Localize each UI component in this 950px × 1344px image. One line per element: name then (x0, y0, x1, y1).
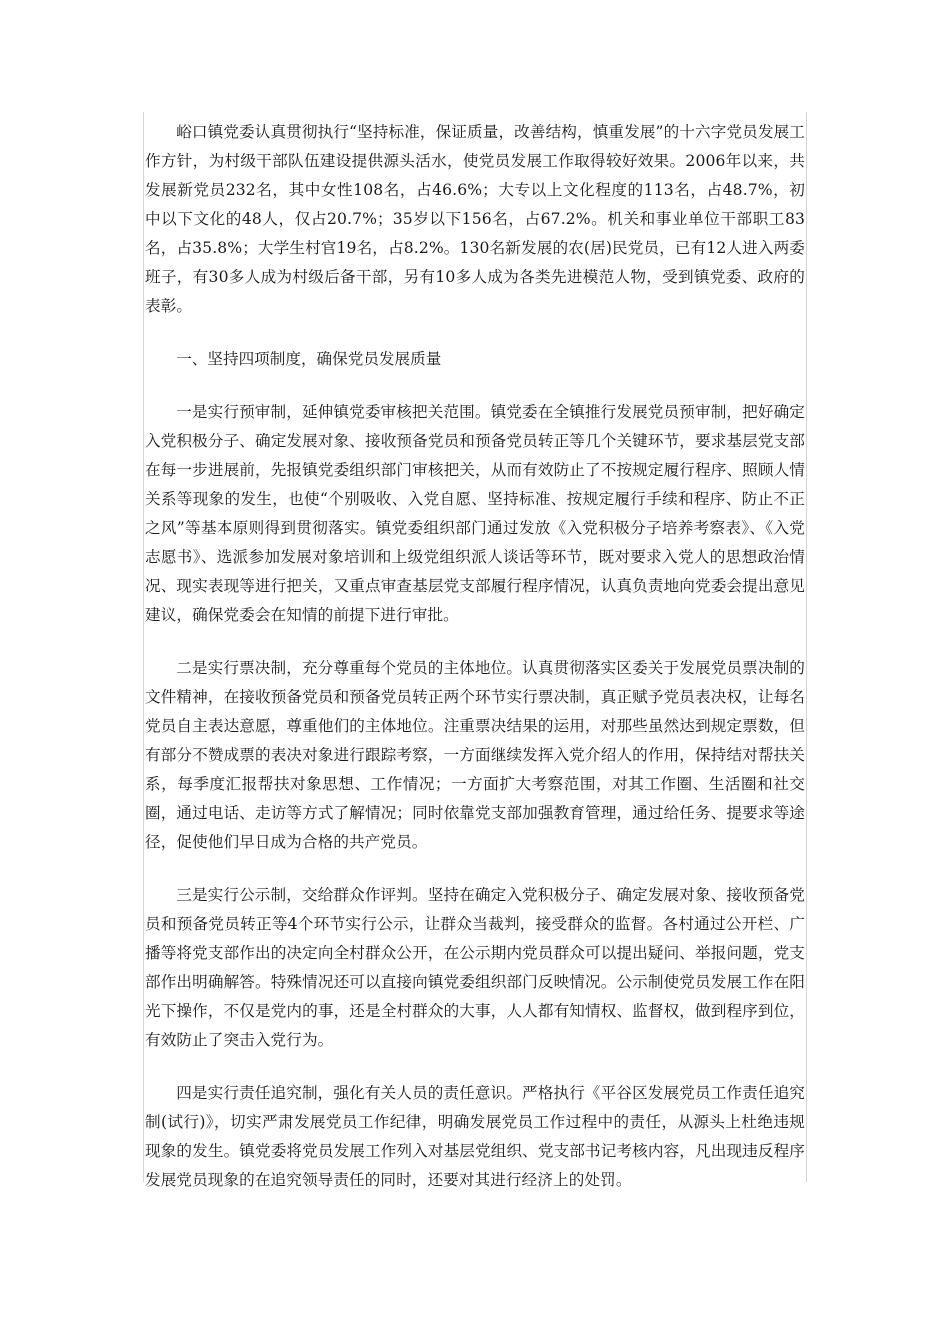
paragraph-publicity: 三是实行公示制，交给群众作评判。坚持在确定入党积极分子、确定发展对象、接收预备党员和预备党员转正等4个环节实行公示，让群众当裁判，接受群众的监督。各村通过公开栏、广播等将党支部作出的决定向全村群众公开，在公示期内党员群众可以提出疑问、举报问题，党支部作出明确解答。特殊情况还可以直接向镇党委组织部门反映情况。公示制使党员发展工作在阳光下操作，不仅是党内的事，还是全村群众的大事，人人都有知情权、监督权，做到程序到位，有效防止了突击入党行为。 (145, 886, 805, 1049)
paragraph-pre-review: 一是实行预审制，延伸镇党委审核把关范围。镇党委在全镇推行发展党员预审制，把好确定入党积极分子、确定发展对象、接收预备党员和预备党员转正等几个关键环节，要求基层党支部在每一步进展前，先报镇党委组织部门审核把关，从而有效防止了不按规定履行程序、照顾人情关系等现象的发生，也使“个别吸收、入党自愿、坚持标准、按规定履行手续和程序、防止不正之风”等基本原则得到贯彻落实。镇党委组织部门通过发放《入党积极分子培养考察表》、《入党志愿书》、选派参加发展对象培训和上级党组织派人谈话等环节，既对要求入党人的思想政治情况、现实表现等进行把关，又重点审查基层党支部履行程序情况，认真负责地向党委会提出意见建议，确保党委会在知情的前提下进行审批。 (145, 403, 805, 624)
paragraph-voting: 二是实行票决制，充分尊重每个党员的主体地位。认真贯彻落实区委关于发展党员票决制的文件精神，在接收预备党员和预备党员转正两个环节实行票决制，真正赋予党员表决权，让每名党员自主表达意愿，尊重他们的主体地位。注重票决结果的运用，对那些虽然达到规定票数，但有部分不赞成票的表决对象进行跟踪考察，一方面继续发挥入党介绍人的作用，保持结对帮扶关系，每季度汇报帮扶对象思想、工作情况；一方面扩大考察范围，对其工作圈、生活圈和社交圈，通过电话、走访等方式了解情况；同时依靠党支部加强教育管理，通过给任务、提要求等途径，促使他们早日成为合格的共产党员。 (145, 659, 805, 851)
paragraph-accountability: 四是实行责任追究制，强化有关人员的责任意识。严格执行《平谷区发展党员工作责任追究制(试行)》，切实严肃发展党员工作纪律，明确发展党员工作过程中的责任，从源头上杜绝违规现象的发生。镇党委将党员发展工作列入对基层党组织、党支部书记考核内容，凡出现违反程序发展党员现象的在追究领导责任的同时，还要对其进行经济上的处罚。 (145, 1084, 805, 1189)
section-heading: 一、坚持四项制度，确保党员发展质量 (176, 350, 442, 368)
document-body (145, 118, 805, 1219)
intro-paragraph: 峪口镇党委认真贯彻执行“坚持标准，保证质量，改善结构，慎重发展”的十六字党员发展工作方针，为村级干部队伍建设提供源头活水，使党员发展工作取得较好效果。2006年以来，共发展新党员232名，其中女性108名，占46.6%；大专以上文化程度的113名，占48.7%，初中以下文化的48人，仅占20.7%；35岁以下156名，占67.2%。机关和事业单位干部职工83名，占35.8%；大学生村官19名，占8.2%。130名新发展的农(居)民党员，已有12人进入两委班子，有30多人成为村级后备干部，另有10多人成为各类先进模范人物，受到镇党委、政府的表彰。 (145, 123, 805, 315)
